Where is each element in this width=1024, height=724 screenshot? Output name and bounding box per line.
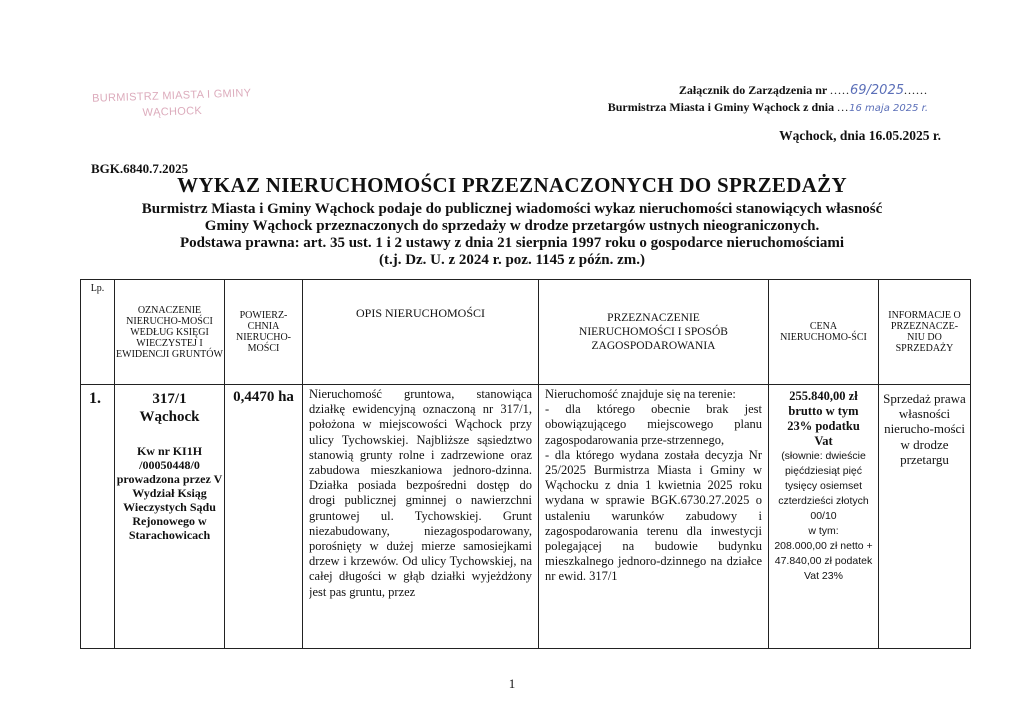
cell-przeznaczenie bbox=[539, 385, 769, 649]
header-cena: CENA NIERUCHOMO-ŚCI bbox=[769, 280, 879, 385]
intro-line-2: Gminy Wąchock przeznaczonych do sprzedaży w drodze przetargów ustnych nieograniczonych. bbox=[204, 218, 820, 234]
stamp-line-2: WĄCHOCK bbox=[142, 104, 203, 120]
cell-cena bbox=[769, 385, 879, 649]
intro-line-1: Burmistrz Miasta i Gminy Wąchock podaje do publicznej wiadomości wykaz nieruchomości stanowiących własność bbox=[141, 201, 883, 217]
handwritten-number: 69/2025 bbox=[849, 83, 904, 98]
price-vat-label: Vat bbox=[814, 434, 833, 448]
annex-line-1: Załącznik do Zarządzenia nr .....69/2025...... bbox=[678, 83, 928, 98]
page-number: 1 bbox=[508, 676, 516, 691]
document-title: WYKAZ NIERUCHOMOŚCI PRZEZNACZONYCH DO SPRZEDAŻY bbox=[177, 173, 847, 197]
office-stamp bbox=[81, 85, 262, 123]
place-and-date: Wąchock, dnia 16.05.2025 r. bbox=[779, 128, 941, 143]
cell-oznaczenie bbox=[115, 385, 225, 649]
land-register-number: Kw nr KI1H /00050448/0 bbox=[136, 444, 203, 472]
price-vat-rate: 23% podatku bbox=[787, 419, 860, 433]
intro-paragraph bbox=[0, 201, 1024, 269]
price-breakdown-label: w tym: bbox=[808, 525, 839, 537]
annex-label-1: Załącznik do Zarządzenia nr bbox=[678, 83, 827, 97]
cell-opis bbox=[303, 385, 539, 649]
table-header-row bbox=[81, 280, 971, 385]
annex-note bbox=[528, 82, 928, 117]
przeznaczenie-text: Nieruchomość znajduje się na terenie: - dla którego obecnie brak jest obowiązującego miejscowego planu zagospodarowania prze-strzennego, - dla którego wydana została decyzja Nr 25/2025 Burmistrza Miasta i Gminy w Wąchocku z dnia 1 kwietnia 2025 roku wydana w sprawie BGK.6730.27.2025 o ustaleniu warunków zabudowy i zagospodarowania terenu dla inwestycji polegającej na budowie budynku mieszkalnego jednoro-dzinnego na działce nr ewid. 317/1 bbox=[545, 387, 762, 584]
header-lp: Lp. bbox=[81, 280, 115, 385]
land-register-court: prowadzona przez V Wydział Ksiąg Wieczystych Sądu Rejonowego w Starachowicach bbox=[116, 472, 223, 542]
intro-line-4: (t.j. Dz. U. z 2024 r. poz. 1145 z późn. zm.) bbox=[378, 252, 646, 268]
table-row bbox=[81, 385, 971, 649]
header-opis: OPIS NIERUCHOMOŚCI bbox=[303, 280, 539, 385]
opis-text: Nieruchomość gruntowa, stanowiąca działkę ewidencyjną oznaczoną nr 317/1, położona w miejscowości Wąchock przy ulicy Tychowskiej. Najbliższe sąsiedztwo stanowią grunty rolne i zadrzewione oraz zabudowa mieszkaniowa jednoro-dzinna. Działka posiada bezpośredni dostęp do drogi publicznej gminnej o nawierzchni gruntowej ul. Tychowskiej. Grunt niezabudowany, niezagospodarowany, porośnięty w dużej mierze samosiejkami drzew i krzewów. Od ulicy Tychowskiej, na całej długości w głąb działki wyjeżdżony jest pas gruntu, przez bbox=[309, 387, 532, 599]
price-in-words: (słownie: dwieście pięćdziesiąt pięć tysięcy osiemset czterdzieści złotych 00/10 bbox=[778, 450, 869, 522]
header-przeznaczenie: PRZEZNACZENIE NIERUCHOMOŚCI I SPOSÓB ZAGOSPODAROWANIA bbox=[539, 280, 769, 385]
parcel-locality: Wąchock bbox=[139, 409, 200, 425]
stamp-line-1: BURMISTRZ MIASTA I GMINY bbox=[91, 87, 252, 105]
reference-number: BGK.6840.7.2025 bbox=[91, 161, 189, 176]
price-vat-amount: 47.840,00 zł podatek Vat 23% bbox=[774, 555, 873, 582]
property-table bbox=[80, 279, 971, 649]
cell-informacje: Sprzedaż prawa własności nierucho-mości w drodze przetargu bbox=[879, 385, 971, 649]
price-gross: 255.840,00 zł bbox=[789, 389, 858, 403]
intro-line-3: Podstawa prawna: art. 35 ust. 1 i 2 ustawy z dnia 21 sierpnia 1997 roku o gospodarce nieruchomościami bbox=[179, 235, 845, 251]
cell-lp: 1. bbox=[81, 385, 115, 649]
annex-line-2: Burmistrza Miasta i Gminy Wąchock z dnia ...16 maja 2025 r. bbox=[607, 100, 928, 114]
header-powierzchnia: POWIERZ-CHNIA NIERUCHO-MOŚCI bbox=[225, 280, 303, 385]
header-oznaczenie: OZNACZENIE NIERUCHO-MOŚCI WEDŁUG KSIĘGI WIECZYSTEJ I EWIDENCJI GRUNTÓW bbox=[115, 280, 225, 385]
price-net: 208.000,00 zł netto + bbox=[774, 540, 873, 552]
price-gross-label: brutto w tym bbox=[788, 404, 859, 418]
annex-label-2: Burmistrza Miasta i Gminy Wąchock z dnia bbox=[607, 100, 835, 114]
header-informacje: INFORMACJE O PRZEZNACZE-NIU DO SPRZEDAŻY bbox=[879, 280, 971, 385]
handwritten-date: 16 maja 2025 r. bbox=[849, 103, 928, 114]
parcel-number: 317/1 bbox=[152, 391, 187, 407]
cell-area: 0,4470 ha bbox=[225, 385, 303, 649]
